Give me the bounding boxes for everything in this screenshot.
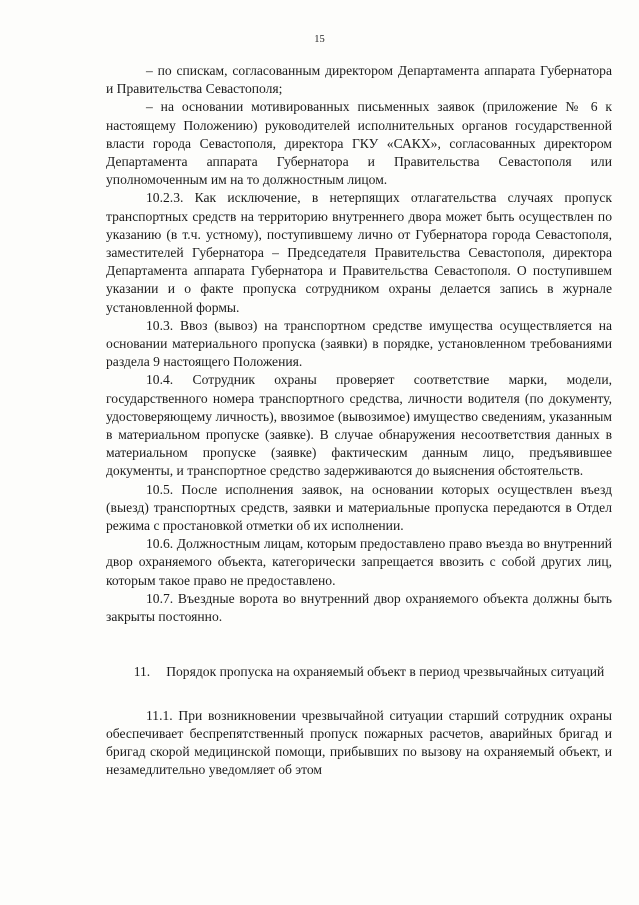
section-heading: [106, 663, 612, 681]
paragraph-11-1: 11.1. При возникновении чрезвычайной ситуации старший сотрудник охраны обеспечивает беспрепятственный пропуск пожарных расчетов, аварийных бригад и бригад скорой медицинской помощи, прибывших по вызову на охраняемый объект, и незамедлительно уведомляет об этом: [106, 707, 612, 778]
page-number: 15: [314, 34, 325, 45]
paragraph-10-5: 10.5. После исполнения заявок, на основании которых осуществлен въезд (выезд) транспортных средств, заявки и материальные пропуска передаются в Отдел режима с простановкой отметки об их исполнении.: [106, 481, 612, 534]
paragraph-10-4: 10.4. Сотрудник охраны проверяет соответствие марки, модели, государственного номера транспортного средства, личности водителя (по документу, удостоверяющему личность), ввозимое (вывозимое) имущество сведениям, указанным в материальном пропуске (заявке). В случае обнаружения несоответствия данных в материальном пропуске (заявке) фактическим данным лицо, предъявившее документы, и транспортное средство задерживаются до выяснения обстоятельств.: [106, 372, 612, 479]
paragraph-list-item-1: – по спискам, согласованным директором Департамента аппарата Губернатора и Правительства Севастополя;: [106, 63, 612, 97]
document-body: [106, 62, 612, 779]
section-title-text: Порядок пропуска на охраняемый объект в период чрезвычайных ситуаций: [166, 664, 605, 680]
paragraph-10-2-3: 10.2.3. Как исключение, в нетерпящих отлагательства случаях пропуск транспортных средств на территорию внутреннего двора может быть осуществлен по указанию (в т.ч. устному), поступившему лично от Губернатора города Севастополя, заместителей Губернатора – Председателя Правительства Севастополя, директора Департамента аппарата Губернатора и Правительства Севастополя. О поступившем указании и о факте пропуска сотрудником охраны делается запись в журнале установленной формы.: [106, 190, 612, 315]
section-number: 11.: [133, 664, 151, 680]
paragraph-10-3: 10.3. Ввоз (вывоз) на транспортном средстве имущества осуществляется на основании материального пропуска (заявки) в порядке, установленном требованиями раздела 9 настоящего Положения.: [106, 317, 612, 370]
paragraph-10-6: 10.6. Должностным лицам, которым предоставлено право въезда во внутренний двор охраняемого объекта, категорически запрещается ввозить с собой других лиц, которым такое право не предоставлено.: [106, 536, 612, 588]
paragraph-10-7: 10.7. Въездные ворота во внутренний двор охраняемого объекта должны быть закрыты постоянно.: [106, 590, 612, 625]
paragraph-list-item-2: – на основании мотивированных письменных заявок (приложение № 6 к настоящему Положению) руководителей исполнительных органов государственной власти города Севастополя, директора ГКУ «САКХ», согласованных директором Департамента аппарата Губернатора и Правительства Севастополя или уполномоченным им на то должностным лицом.: [106, 99, 612, 188]
